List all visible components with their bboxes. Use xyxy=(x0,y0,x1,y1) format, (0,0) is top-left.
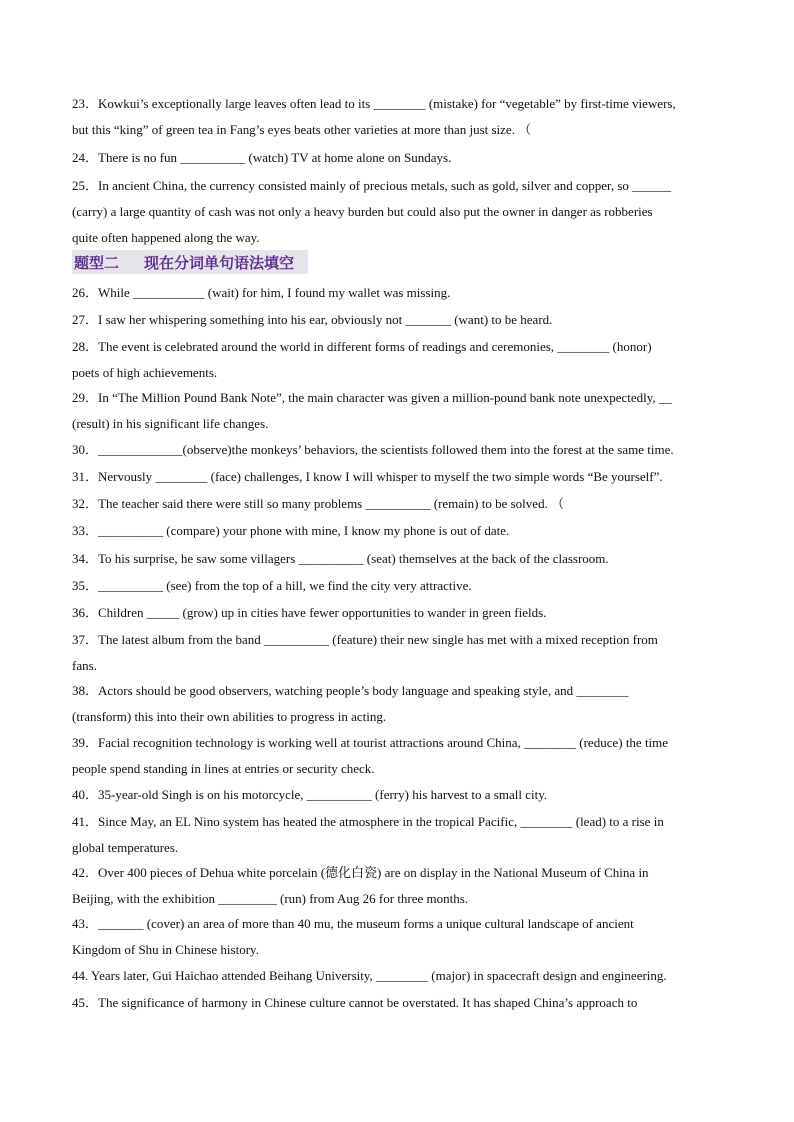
question-text: 34．To his surprise, he saw some villagers __________ (seat) themselves at the back of the classroom. xyxy=(72,551,609,566)
question-41 xyxy=(72,809,732,861)
question-text: 23．Kowkui’s exceptionally large leaves often lead to its ________ (mistake) for “vegetable” by first-time viewers, xyxy=(72,96,676,111)
question-33 xyxy=(72,518,732,544)
question-32 xyxy=(72,491,732,517)
question-text: quite often happened along the way. xyxy=(72,230,260,245)
question-text: Kingdom of Shu in Chinese history. xyxy=(72,942,259,957)
question-44 xyxy=(72,963,732,989)
question-40 xyxy=(72,782,732,808)
question-text: 37．The latest album from the band __________ (feature) their new single has met with a mixed reception from xyxy=(72,632,658,647)
question-45 xyxy=(72,990,732,1016)
question-38 xyxy=(72,678,732,730)
question-30 xyxy=(72,437,732,463)
question-text: 33．__________ (compare) your phone with mine, I know my phone is out of date. xyxy=(72,523,510,538)
question-text: 30．_____________(observe)the monkeys’ behaviors, the scientists followed them into the forest at the same time. xyxy=(72,442,674,457)
question-26 xyxy=(72,280,732,306)
question-43 xyxy=(72,911,732,963)
question-text: poets of high achievements. xyxy=(72,365,218,380)
question-23 xyxy=(72,91,732,143)
question-text: 44. Years later, Gui Haichao attended Beihang University, ________ (major) in spacecraft design and engineering. xyxy=(72,968,667,983)
question-text: 39．Facial recognition technology is working well at tourist attractions around China, ________ (reduce) the time xyxy=(72,735,669,750)
question-text: 41．Since May, an EL Nino system has heated the atmosphere in the tropical Pacific, ________ (lead) to a rise in xyxy=(72,814,664,829)
question-text: (result) in his significant life changes. xyxy=(72,416,269,431)
question-text: 25．In ancient China, the currency consisted mainly of precious metals, such as gold, silver and copper, so ______ xyxy=(72,178,672,193)
question-text: 40．35-year-old Singh is on his motorcycle, __________ (ferry) his harvest to a small city. xyxy=(72,787,548,802)
question-text: 28．The event is celebrated around the world in different forms of readings and ceremonies, ________ (honor) xyxy=(72,339,652,354)
section-header xyxy=(72,250,308,274)
question-text: 24．There is no fun __________ (watch) TV at home alone on Sundays. xyxy=(72,150,452,165)
question-text: people spend standing in lines at entries or security check. xyxy=(72,761,375,776)
question-text: fans. xyxy=(72,658,97,673)
section-title: 现在分词单句语法填空 xyxy=(144,254,295,272)
question-25 xyxy=(72,173,732,251)
question-31 xyxy=(72,464,732,490)
question-text: 38．Actors should be good observers, watching people’s body language and speaking style, and ________ xyxy=(72,683,629,698)
question-text: but this “king” of green tea in Fang’s eyes beats other varieties at more than just size. （ xyxy=(72,122,532,137)
question-29 xyxy=(72,385,732,437)
question-text: 31．Nervously ________ (face) challenges, I know I will whisper to myself the two simple words “Be yourself”. xyxy=(72,469,663,484)
question-text: 26．While ___________ (wait) for him, I found my wallet was missing. xyxy=(72,285,451,300)
question-35 xyxy=(72,573,732,599)
question-text: 32．The teacher said there were still so many problems __________ (remain) to be solved. （ xyxy=(72,496,565,511)
question-text: global temperatures. xyxy=(72,840,179,855)
question-text: 43．_______ (cover) an area of more than 40 mu, the museum forms a unique cultural landscape of ancient xyxy=(72,916,634,931)
section-label: 题型二 xyxy=(74,254,120,272)
question-37 xyxy=(72,627,732,679)
question-36 xyxy=(72,600,732,626)
question-text: 35．__________ (see) from the top of a hill, we find the city very attractive. xyxy=(72,578,472,593)
question-text: 36．Children _____ (grow) up in cities have fewer opportunities to wander in green fields. xyxy=(72,605,547,620)
question-text: 29．In “The Million Pound Bank Note”, the main character was given a million-pound bank note unexpectedly, __ xyxy=(72,390,672,405)
question-text: Beijing, with the exhibition _________ (run) from Aug 26 for three months. xyxy=(72,891,469,906)
question-text: 42．Over 400 pieces of Dehua white porcelain (德化白瓷) are on display in the National Museum of China in xyxy=(72,865,649,880)
question-text: 45．The significance of harmony in Chinese culture cannot be overstated. It has shaped China’s approach to xyxy=(72,995,638,1010)
question-27 xyxy=(72,307,732,333)
question-24 xyxy=(72,145,732,171)
question-28 xyxy=(72,334,732,386)
question-text: (transform) this into their own abilities to progress in acting. xyxy=(72,709,387,724)
question-text: 27．I saw her whispering something into his ear, obviously not _______ (want) to be heard. xyxy=(72,312,553,327)
question-42 xyxy=(72,860,732,912)
question-39 xyxy=(72,730,732,782)
question-text: (carry) a large quantity of cash was not only a heavy burden but could also put the owner in danger as robberies xyxy=(72,204,653,219)
question-34 xyxy=(72,546,732,572)
